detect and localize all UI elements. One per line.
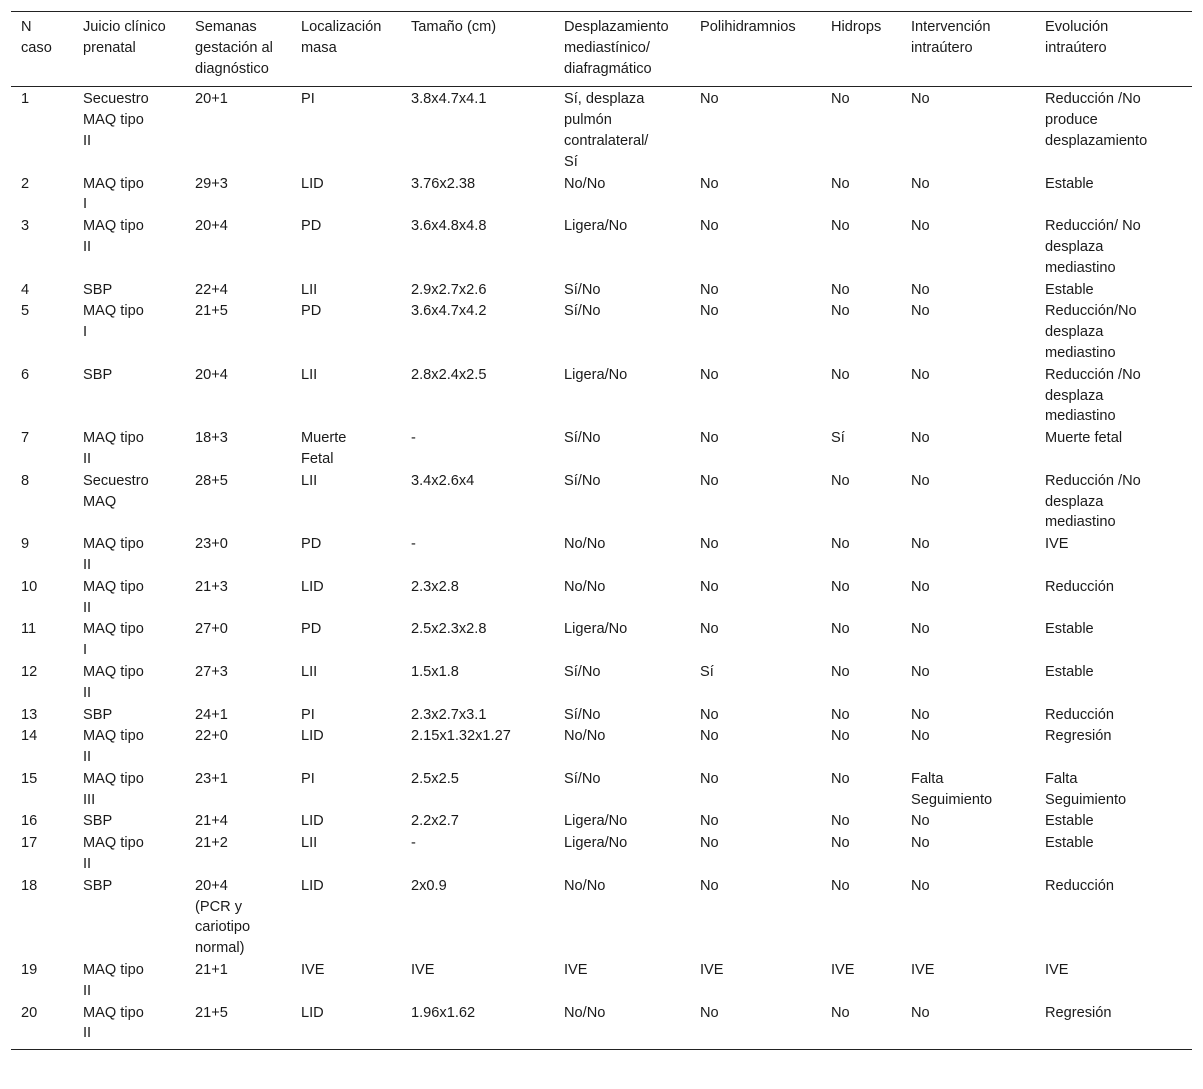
cell-desplazamiento: Sí/No (564, 472, 601, 489)
cell-desplazamiento: No/No (564, 578, 606, 595)
cell-juicio-clinico: SBP (83, 877, 113, 894)
table-row (11, 876, 1192, 960)
cell-n-caso: 17 (21, 835, 38, 852)
table-row (11, 534, 1192, 577)
cell-tamano: 2.3x2.7x3.1 (411, 706, 487, 723)
cell-semanas-gestacion: 21+5 (195, 1004, 228, 1021)
cell-polihidramnios: No (700, 175, 719, 192)
cell-localizacion-masa: PD (301, 218, 322, 235)
cell-hidrops: No (831, 1004, 850, 1021)
cell-n-caso: 6 (21, 366, 30, 383)
column-header-desplazamiento: Desplazamiento mediastínico/ diafragmático (564, 19, 669, 77)
cell-hidrops: No (831, 621, 850, 638)
cell-semanas-gestacion: 29+3 (195, 175, 228, 192)
cell-n-caso: 14 (21, 728, 38, 745)
cell-tamano: 3.6x4.8x4.8 (411, 218, 487, 235)
column-header-tamano: Tamaño (cm) (411, 19, 497, 35)
cell-juicio-clinico: SBP (83, 281, 113, 298)
cell-desplazamiento: No/No (564, 1004, 606, 1021)
cell-desplazamiento: Sí/No (564, 430, 601, 447)
cell-juicio-clinico: MAQ tipo II (83, 663, 144, 701)
cell-localizacion-masa: PD (301, 303, 322, 320)
cell-desplazamiento: No/No (564, 728, 606, 745)
column-header-semanas-gestacion: Semanas gestación al diagnóstico (195, 19, 273, 77)
cell-intervencion: No (911, 366, 930, 383)
table-row (11, 216, 1192, 279)
table-row (11, 726, 1192, 769)
cell-tamano: 2x0.9 (411, 877, 447, 894)
cell-juicio-clinico: MAQ tipo I (83, 175, 144, 213)
cell-intervencion: No (911, 536, 930, 553)
cell-hidrops: No (831, 91, 850, 108)
cell-tamano: 3.8x4.7x4.1 (411, 91, 487, 108)
cell-juicio-clinico: SBP (83, 706, 113, 723)
table-row (11, 87, 1192, 174)
cell-localizacion-masa: LID (301, 1004, 324, 1021)
cell-juicio-clinico: MAQ tipo I (83, 621, 144, 659)
cell-intervencion: No (911, 1004, 930, 1021)
cell-n-caso: 4 (21, 281, 30, 298)
cell-semanas-gestacion: 21+3 (195, 578, 228, 595)
cell-hidrops: No (831, 175, 850, 192)
cell-polihidramnios: IVE (700, 962, 724, 979)
table-row (11, 280, 1192, 302)
cell-tamano: 2.3x2.8 (411, 578, 459, 595)
cell-semanas-gestacion: 20+4 (195, 366, 228, 383)
cell-polihidramnios: No (700, 303, 719, 320)
table-body (11, 87, 1192, 1050)
cell-juicio-clinico: Secuestro MAQ tipo II (83, 91, 149, 149)
cell-evolucion: Estable (1045, 813, 1094, 830)
cell-n-caso: 12 (21, 663, 38, 680)
cell-n-caso: 20 (21, 1004, 38, 1021)
cell-localizacion-masa: IVE (301, 962, 325, 979)
cell-semanas-gestacion: 20+1 (195, 91, 228, 108)
cell-intervencion: No (911, 706, 930, 723)
cell-tamano: 2.8x2.4x2.5 (411, 366, 487, 383)
cell-juicio-clinico: MAQ tipo II (83, 1004, 144, 1042)
cell-localizacion-masa: LII (301, 366, 318, 383)
cell-evolucion: Reducción (1045, 877, 1114, 894)
cell-semanas-gestacion: 24+1 (195, 706, 228, 723)
cell-hidrops: No (831, 366, 850, 383)
cell-semanas-gestacion: 23+0 (195, 536, 228, 553)
cell-intervencion: No (911, 430, 930, 447)
cell-desplazamiento: No/No (564, 175, 606, 192)
cell-semanas-gestacion: 23+1 (195, 770, 228, 787)
cell-n-caso: 19 (21, 962, 38, 979)
cell-tamano: 1.96x1.62 (411, 1004, 476, 1021)
cell-hidrops: Sí (831, 430, 845, 447)
cell-desplazamiento: Sí/No (564, 281, 601, 298)
cell-intervencion: No (911, 472, 930, 489)
cell-intervencion: IVE (911, 962, 935, 979)
cell-evolucion: IVE (1045, 962, 1069, 979)
cell-polihidramnios: No (700, 770, 719, 787)
cell-hidrops: No (831, 536, 850, 553)
column-header-localizacion-masa: Localización masa (301, 19, 382, 56)
cell-evolucion: Muerte fetal (1045, 430, 1123, 447)
cell-localizacion-masa: LII (301, 472, 318, 489)
cell-intervencion: No (911, 578, 930, 595)
cell-tamano: 2.15x1.32x1.27 (411, 728, 511, 745)
table-row (11, 471, 1192, 534)
table-header (11, 12, 1192, 87)
table-row (11, 1003, 1192, 1050)
clinical-cases-table (11, 11, 1192, 1050)
cell-hidrops: IVE (831, 962, 855, 979)
cell-localizacion-masa: LID (301, 175, 324, 192)
cell-evolucion: Estable (1045, 621, 1094, 638)
cell-tamano: 1.5x1.8 (411, 663, 459, 680)
cell-semanas-gestacion: 21+1 (195, 962, 228, 979)
cell-desplazamiento: No/No (564, 536, 606, 553)
cell-semanas-gestacion: 27+0 (195, 621, 228, 638)
cell-juicio-clinico: MAQ tipo II (83, 835, 144, 873)
cell-n-caso: 18 (21, 877, 38, 894)
cell-intervencion: No (911, 91, 930, 108)
cell-localizacion-masa: PI (301, 706, 315, 723)
cell-n-caso: 5 (21, 303, 30, 320)
cell-evolucion: Reducción (1045, 706, 1114, 723)
cell-localizacion-masa: PD (301, 621, 322, 638)
cell-evolucion: Regresión (1045, 728, 1112, 745)
cell-semanas-gestacion: 21+2 (195, 835, 228, 852)
cell-polihidramnios: No (700, 281, 719, 298)
cell-intervencion: No (911, 303, 930, 320)
cell-localizacion-masa: LII (301, 281, 318, 298)
cell-localizacion-masa: LII (301, 835, 318, 852)
cell-juicio-clinico: MAQ tipo II (83, 728, 144, 766)
cell-hidrops: No (831, 877, 850, 894)
table-row (11, 769, 1192, 812)
cell-hidrops: No (831, 663, 850, 680)
cell-evolucion: Regresión (1045, 1004, 1112, 1021)
cell-semanas-gestacion: 20+4 (195, 218, 228, 235)
cell-juicio-clinico: Secuestro MAQ (83, 472, 149, 510)
cell-localizacion-masa: LII (301, 663, 318, 680)
cell-localizacion-masa: LID (301, 813, 324, 830)
column-header-hidrops: Hidrops (831, 19, 882, 35)
cell-tamano: - (411, 835, 416, 852)
cell-localizacion-masa: LID (301, 877, 324, 894)
cell-localizacion-masa: Muerte Fetal (301, 430, 347, 467)
cell-polihidramnios: No (700, 813, 719, 830)
cell-n-caso: 11 (21, 621, 37, 638)
cell-intervencion: Falta Seguimiento (911, 770, 993, 808)
cell-hidrops: No (831, 706, 850, 723)
cell-localizacion-masa: LID (301, 728, 324, 745)
cell-polihidramnios: No (700, 366, 719, 383)
cell-intervencion: No (911, 835, 930, 852)
cell-semanas-gestacion: 27+3 (195, 663, 228, 680)
cell-tamano: 2.2x2.7 (411, 813, 459, 830)
cell-desplazamiento: Ligera/No (564, 835, 628, 852)
cell-n-caso: 10 (21, 578, 38, 595)
cell-evolucion: Estable (1045, 663, 1094, 680)
cell-polihidramnios: No (700, 536, 719, 553)
cell-desplazamiento: Ligera/No (564, 366, 628, 383)
cell-intervencion: No (911, 813, 930, 830)
cell-hidrops: No (831, 472, 850, 489)
cell-semanas-gestacion: 22+4 (195, 281, 228, 298)
cell-localizacion-masa: PD (301, 536, 322, 553)
cell-desplazamiento: Ligera/No (564, 621, 628, 638)
cell-n-caso: 7 (21, 430, 30, 447)
cell-n-caso: 2 (21, 175, 30, 192)
table-row (11, 428, 1192, 471)
cell-semanas-gestacion: 28+5 (195, 472, 228, 489)
cell-evolucion: Reducción /No desplaza mediastino (1045, 472, 1141, 531)
cell-n-caso: 1 (21, 91, 30, 108)
cell-semanas-gestacion: 20+4 (PCR y cariotipo normal) (195, 877, 251, 957)
cell-tamano: - (411, 430, 416, 447)
cell-juicio-clinico: SBP (83, 366, 113, 383)
cell-n-caso: 16 (21, 813, 38, 830)
cell-desplazamiento: Ligera/No (564, 813, 628, 830)
table-row (11, 705, 1192, 727)
cell-evolucion: Reducción /No produce desplazamiento (1045, 91, 1148, 149)
header-row (11, 12, 1192, 87)
cell-evolucion: Falta Seguimiento (1045, 770, 1127, 808)
cell-polihidramnios: No (700, 430, 719, 447)
column-header-n-caso: N caso (21, 19, 52, 56)
table-row (11, 619, 1192, 662)
cell-evolucion: Estable (1045, 835, 1094, 852)
cell-desplazamiento: Sí/No (564, 706, 601, 723)
cell-hidrops: No (831, 281, 850, 298)
cell-polihidramnios: No (700, 472, 719, 489)
cell-hidrops: No (831, 813, 850, 830)
cell-polihidramnios: No (700, 218, 719, 235)
cell-tamano: IVE (411, 962, 435, 979)
cell-hidrops: No (831, 835, 850, 852)
cell-juicio-clinico: MAQ tipo II (83, 578, 144, 616)
cell-tamano: 3.6x4.7x4.2 (411, 303, 487, 320)
cell-localizacion-masa: PI (301, 770, 315, 787)
cell-juicio-clinico: MAQ tipo II (83, 218, 144, 255)
cell-tamano: 2.5x2.5 (411, 770, 459, 787)
cell-polihidramnios: No (700, 877, 719, 894)
table-row (11, 174, 1192, 217)
cell-polihidramnios: No (700, 1004, 719, 1021)
cell-tamano: 2.9x2.7x2.6 (411, 281, 487, 298)
cell-hidrops: No (831, 578, 850, 595)
cell-intervencion: No (911, 663, 930, 680)
cell-evolucion: Estable (1045, 175, 1094, 192)
cell-tamano: 3.76x2.38 (411, 175, 476, 192)
cell-desplazamiento: Sí, desplaza pulmón contralateral/ Sí (564, 91, 649, 170)
cell-evolucion: Reducción /No desplaza mediastino (1045, 366, 1141, 425)
cell-semanas-gestacion: 21+5 (195, 303, 228, 320)
cell-tamano: 3.4x2.6x4 (411, 472, 475, 489)
cell-evolucion: Estable (1045, 281, 1094, 298)
cell-intervencion: No (911, 621, 930, 638)
column-header-juicio-clinico: Juicio clínico prenatal (83, 19, 166, 56)
cell-intervencion: No (911, 728, 930, 745)
cell-hidrops: No (831, 728, 850, 745)
cell-evolucion: Reducción (1045, 578, 1114, 595)
table-row (11, 960, 1192, 1003)
cell-semanas-gestacion: 18+3 (195, 430, 228, 447)
cell-polihidramnios: No (700, 728, 719, 745)
cell-desplazamiento: Sí/No (564, 770, 601, 787)
cell-juicio-clinico: MAQ tipo II (83, 962, 144, 999)
cell-intervencion: No (911, 281, 930, 298)
cell-n-caso: 13 (21, 706, 38, 723)
cell-n-caso: 9 (21, 536, 30, 553)
table-row (11, 833, 1192, 876)
cell-polihidramnios: No (700, 621, 719, 638)
cell-intervencion: No (911, 218, 930, 235)
cell-juicio-clinico: MAQ tipo II (83, 536, 144, 573)
cell-hidrops: No (831, 303, 850, 320)
table-row (11, 365, 1192, 428)
cell-evolucion: IVE (1045, 536, 1069, 553)
cell-tamano: 2.5x2.3x2.8 (411, 621, 487, 638)
cell-polihidramnios: Sí (700, 663, 714, 680)
cell-polihidramnios: No (700, 91, 719, 108)
cell-polihidramnios: No (700, 706, 719, 723)
cell-semanas-gestacion: 22+0 (195, 728, 228, 745)
cell-juicio-clinico: SBP (83, 813, 113, 830)
cell-juicio-clinico: MAQ tipo I (83, 303, 144, 341)
cell-polihidramnios: No (700, 578, 719, 595)
cell-desplazamiento: IVE (564, 962, 588, 979)
cell-hidrops: No (831, 770, 850, 787)
cell-polihidramnios: No (700, 835, 719, 852)
column-header-evolucion: Evolución intraútero (1045, 19, 1109, 56)
column-header-polihidramnios: Polihidramnios (700, 19, 796, 35)
cell-evolucion: Reducción/ No desplaza mediastino (1045, 218, 1141, 276)
cell-intervencion: No (911, 877, 930, 894)
cell-desplazamiento: Sí/No (564, 663, 601, 680)
cell-n-caso: 8 (21, 472, 30, 489)
table-row (11, 811, 1192, 833)
column-header-intervencion: Intervención intraútero (911, 19, 991, 56)
cell-juicio-clinico: MAQ tipo II (83, 430, 144, 467)
cell-desplazamiento: No/No (564, 877, 606, 894)
cell-semanas-gestacion: 21+4 (195, 813, 228, 830)
cell-desplazamiento: Sí/No (564, 303, 601, 320)
cell-tamano: - (411, 536, 416, 553)
table-row (11, 301, 1192, 364)
cell-hidrops: No (831, 218, 850, 235)
cell-n-caso: 3 (21, 218, 30, 235)
table-row (11, 662, 1192, 705)
cell-juicio-clinico: MAQ tipo III (83, 770, 144, 808)
cell-localizacion-masa: LID (301, 578, 324, 595)
cell-desplazamiento: Ligera/No (564, 218, 628, 235)
cell-intervencion: No (911, 175, 930, 192)
cell-n-caso: 15 (21, 770, 38, 787)
cell-evolucion: Reducción/No desplaza mediastino (1045, 303, 1137, 361)
cell-localizacion-masa: PI (301, 91, 315, 108)
table-row (11, 577, 1192, 620)
